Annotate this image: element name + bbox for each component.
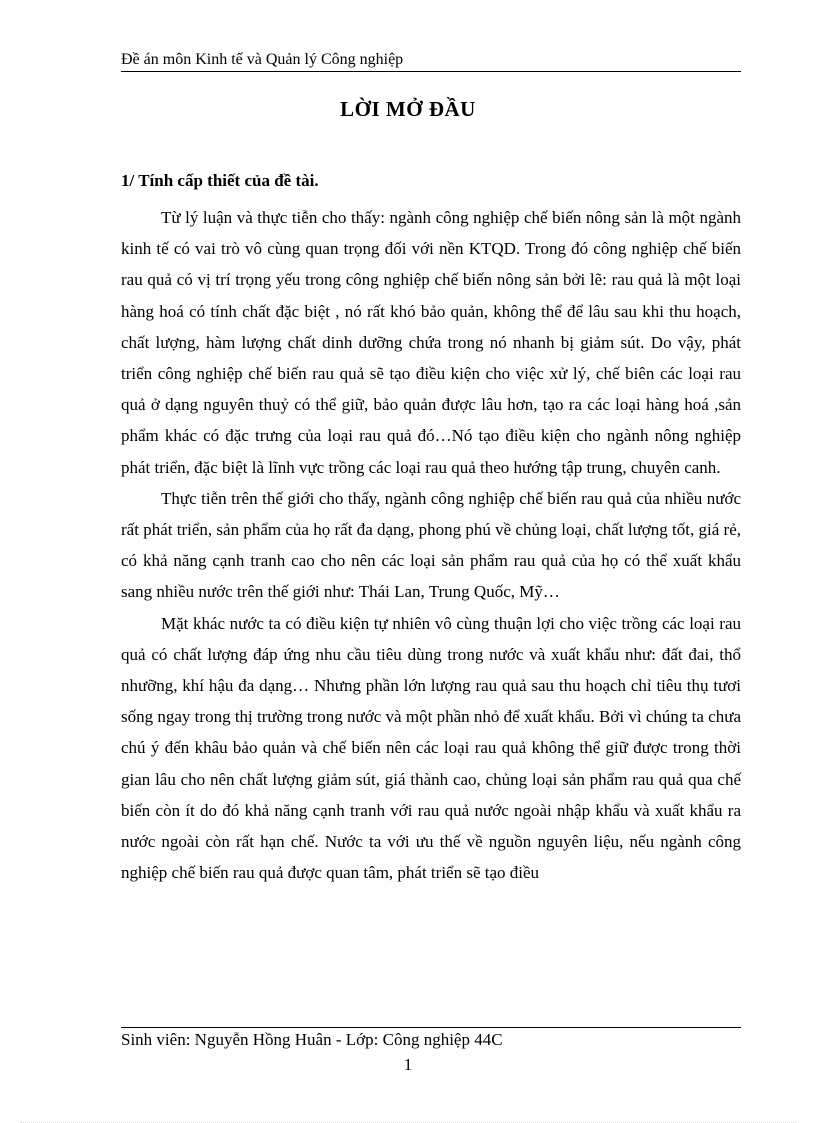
section-heading	[121, 171, 319, 191]
page-title: LỜI MỞ ĐẦU	[340, 97, 476, 121]
paragraph: Mặt khác nước ta có điều kiện tự nhiên vô cùng thuận lợi cho việc trồng các loại rau quả có chất lượng đáp ứng nhu cầu tiêu dùng trong nước và xuất khẩu như: đất đai, thổ nhưỡng, khí hậu đa dạng… Nhưng phần lớn lượng rau quả sau thu hoạch chỉ tiêu thụ tươi sống ngay trong thị trường trong nước và một phần nhỏ để xuất khẩu. Bởi vì chúng ta chưa chú ý đến khâu bảo quản và chế biến nên các loại rau quả không thể giữ được trong thời gian lâu cho nên chất lượng giảm sút, giá thành cao, chủng loại sản phẩm rau quả qua chế biến còn ít do đó khả năng cạnh tranh với rau quả nước ngoài nhập khẩu và xuất khẩu ra nước ngoài còn rất hạn chế. Nước ta với ưu thế về nguồn nguyên liệu, nếu ngành công nghiệp chế biến rau quả được quan tâm, phát triển sẽ tạo điều	[121, 613, 741, 883]
body-text	[121, 202, 741, 888]
paragraph: Từ lý luận và thực tiễn cho thấy: ngành công nghiệp chế biến nông sản là một ngành kinh tế có vai trò vô cùng quan trọng đối với nền KTQD. Trong đó công nghiệp chế biến rau quả có vị trí trọng yếu trong công nghiệp chế biến nông sản bởi lẽ: rau quả là một loại hàng hoá có tính chất đặc biệt , nó rất khó bảo quản, không thể để lâu sau khi thu hoạch, chất lượng, hàm lượng chất dinh dưỡng chứa trong nó nhanh bị giảm sút. Do vậy, phát triển công nghiệp chế biến rau quả sẽ tạo điều kiện cho việc xử lý, chế biên các loại rau quả ở dạng nguyên thuỷ có thể giữ, bảo quản được lâu hơn, tạo ra các loại hàng hoá ,sản phẩm khác có đặc trưng của loại rau quả đó…Nó tạo điều kiện cho ngành nông nghiệp phát triển, đặc biệt là lĩnh vực trồng các loại rau quả theo hướng tập trung, chuyên canh.	[121, 208, 741, 477]
footer-divider	[121, 1027, 741, 1028]
page-header	[121, 50, 741, 72]
page-footer	[121, 1030, 503, 1050]
section-number: 1/	[121, 171, 135, 190]
section-heading-text: Tính cấp thiết của đề tài.	[138, 171, 319, 190]
paragraph: Thực tiễn trên thế giới cho thấy, ngành công nghiệp chế biến rau quả của nhiều nước rất phát triển, sản phẩm của họ rất đa dạng, phong phú về chủng loại, chất lượng tốt, giá rẻ, có khả năng cạnh tranh cao cho nên các loại sản phẩm rau quả của họ có thể xuất khẩu sang nhiều nước trên thế giới như: Thái Lan, Trung Quốc, Mỹ…	[121, 488, 741, 602]
footer-text: Sinh viên: Nguyễn Hồng Huân - Lớp: Công nghiệp 44C	[121, 1030, 503, 1049]
page-number: 1	[403, 1055, 413, 1074]
header-text: Đề án môn Kinh tế và Quản lý Công nghiệp	[121, 51, 404, 68]
